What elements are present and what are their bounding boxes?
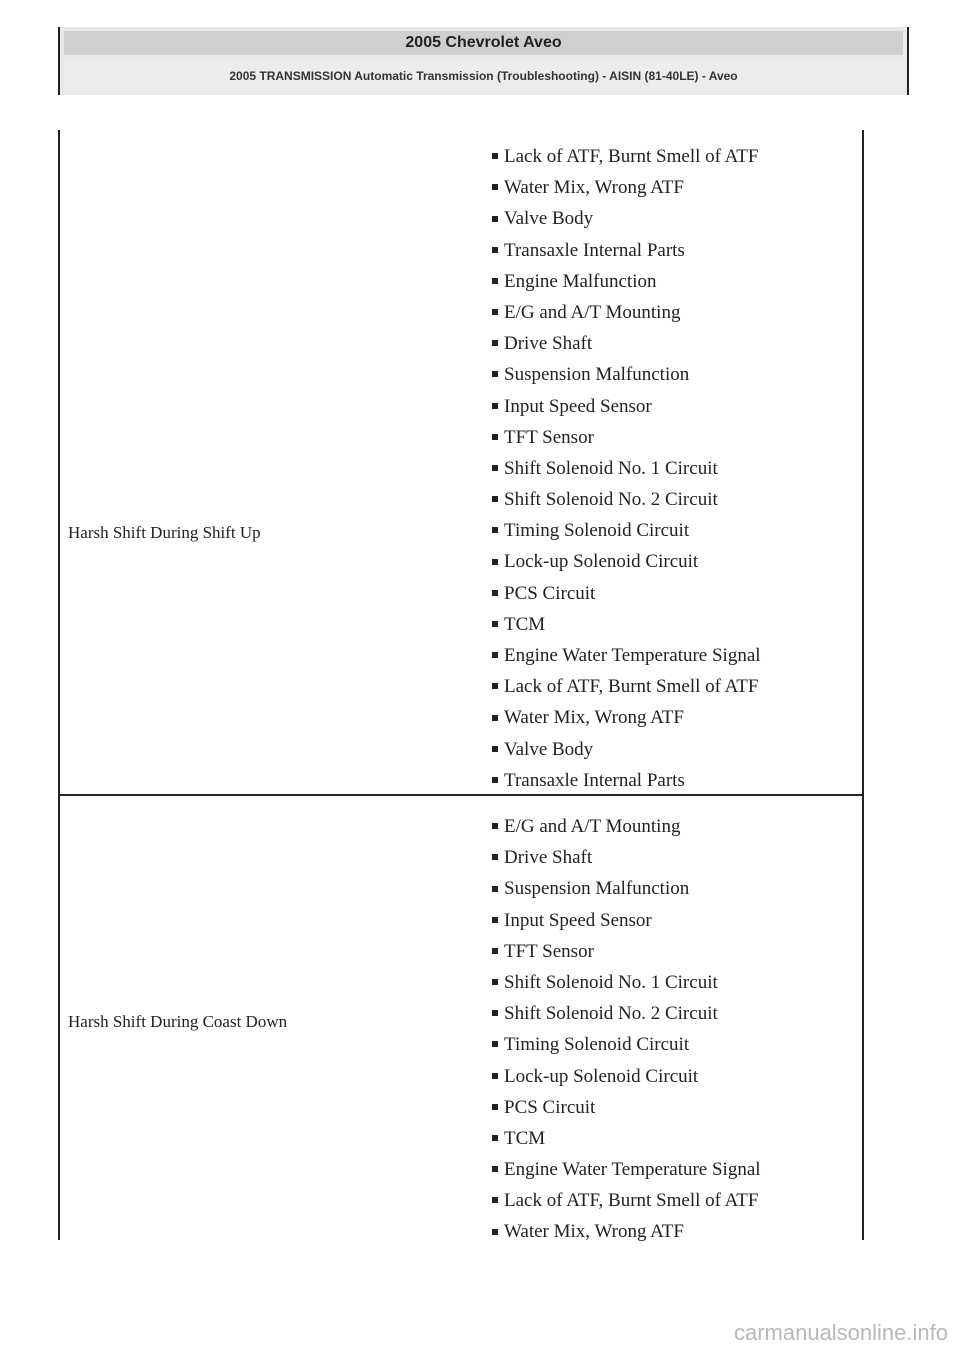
bullet-icon <box>492 496 498 502</box>
list-item <box>492 1190 761 1221</box>
bullet-icon <box>492 652 498 658</box>
bullet-icon <box>492 278 498 284</box>
list-item <box>492 1221 761 1252</box>
cause-text: Water Mix, Wrong ATF <box>504 177 684 199</box>
bullet-icon <box>492 559 498 565</box>
cause-text: Lack of ATF, Burnt Smell of ATF <box>504 146 759 167</box>
bullet-icon <box>492 1010 498 1016</box>
list-item <box>492 676 761 707</box>
cause-text: Valve Body <box>504 208 594 230</box>
list-item <box>492 1128 761 1159</box>
table-row <box>60 130 862 796</box>
list-item <box>492 583 761 614</box>
document-subtitle: 2005 TRANSMISSION Automatic Transmission (Troubleshooting) - AISIN (81-40LE) - Aveo <box>64 61 903 89</box>
bullet-icon <box>492 184 498 190</box>
cause-text: TCM <box>504 1127 546 1149</box>
list-item <box>492 739 761 770</box>
bullet-icon <box>492 823 498 829</box>
list-item <box>492 878 761 909</box>
cause-text: Suspension Malfunction <box>504 364 690 386</box>
list-item <box>492 1159 761 1190</box>
bullet-icon <box>492 465 498 471</box>
list-item <box>492 1097 761 1128</box>
bullet-icon <box>492 886 498 892</box>
bullet-icon <box>492 1229 498 1235</box>
cause-text: Water Mix, Wrong ATF <box>504 1221 684 1243</box>
bullet-icon <box>492 527 498 533</box>
cause-text: Input Speed Sensor <box>504 909 652 931</box>
bullet-icon <box>492 979 498 985</box>
bullet-icon <box>492 777 498 783</box>
bullet-icon <box>492 1041 498 1047</box>
bullet-icon <box>492 309 498 315</box>
cause-text: E/G and A/T Mounting <box>504 816 681 837</box>
table-row <box>60 796 862 1243</box>
bullet-icon <box>492 1197 498 1203</box>
watermark: carmanualsonline.info <box>733 1320 948 1345</box>
list-item <box>492 458 761 489</box>
list-item <box>492 240 761 271</box>
cause-text: Engine Malfunction <box>504 270 657 292</box>
symptom-cell: Harsh Shift During Coast Down <box>68 1012 288 1031</box>
cause-text: Input Speed Sensor <box>504 395 652 417</box>
cause-text: Lock-up Solenoid Circuit <box>504 1065 699 1087</box>
document-title: 2005 Chevrolet Aveo <box>64 31 903 55</box>
bullet-icon <box>492 948 498 954</box>
list-item <box>492 707 761 738</box>
bullet-icon <box>492 590 498 596</box>
list-item <box>492 972 761 1003</box>
cause-text: Shift Solenoid No. 2 Circuit <box>504 1003 718 1025</box>
list-item <box>492 208 761 239</box>
cause-text: Transaxle Internal Parts <box>504 239 685 261</box>
list-item <box>492 489 761 520</box>
bullet-icon <box>492 917 498 923</box>
cause-text: Engine Water Temperature Signal <box>504 1159 761 1181</box>
list-item <box>492 847 761 878</box>
list-item <box>492 551 761 582</box>
list-item <box>492 1066 761 1097</box>
bullet-icon <box>492 854 498 860</box>
bullet-icon <box>492 247 498 253</box>
cause-text: Water Mix, Wrong ATF <box>504 707 684 729</box>
list-item <box>492 396 761 427</box>
cause-text: Timing Solenoid Circuit <box>504 520 690 542</box>
cause-text: Shift Solenoid No. 1 Circuit <box>504 971 718 993</box>
cause-text: Valve Body <box>504 738 594 760</box>
bullet-icon <box>492 403 498 409</box>
bullet-icon <box>492 1166 498 1172</box>
bullet-icon <box>492 153 498 159</box>
cause-text: Lack of ATF, Burnt Smell of ATF <box>504 676 759 698</box>
troubleshooting-table <box>58 130 864 1243</box>
document-header <box>58 27 909 95</box>
list-item <box>492 177 761 208</box>
bullet-icon <box>492 683 498 689</box>
list-item <box>492 364 761 395</box>
list-item <box>492 146 761 177</box>
cause-text: Suspension Malfunction <box>504 878 690 900</box>
cause-text: Shift Solenoid No. 1 Circuit <box>504 457 718 479</box>
bullet-icon <box>492 371 498 377</box>
cause-text: Shift Solenoid No. 2 Circuit <box>504 489 718 511</box>
cause-text: PCS Circuit <box>504 582 596 604</box>
cause-text: Transaxle Internal Parts <box>504 769 685 791</box>
cause-text: Lock-up Solenoid Circuit <box>504 551 699 573</box>
list-item <box>492 427 761 458</box>
list-item <box>492 271 761 302</box>
list-item <box>492 333 761 364</box>
causes-list <box>492 816 761 1253</box>
list-item <box>492 1003 761 1034</box>
cause-text: Drive Shaft <box>504 333 593 355</box>
cause-text: PCS Circuit <box>504 1096 596 1118</box>
list-item <box>492 614 761 645</box>
list-item <box>492 520 761 551</box>
cause-text: Timing Solenoid Circuit <box>504 1034 690 1056</box>
bullet-icon <box>492 1073 498 1079</box>
bullet-icon <box>492 340 498 346</box>
bullet-icon <box>492 1135 498 1141</box>
list-item <box>492 1034 761 1065</box>
bullet-icon <box>492 621 498 627</box>
cause-text: TCM <box>504 613 546 635</box>
cause-text: Lack of ATF, Burnt Smell of ATF <box>504 1190 759 1212</box>
list-item <box>492 302 761 333</box>
cause-text: Drive Shaft <box>504 847 593 869</box>
bullet-icon <box>492 434 498 440</box>
causes-list <box>492 146 761 801</box>
bullet-icon <box>492 715 498 721</box>
list-item <box>492 816 761 847</box>
bullet-icon <box>492 216 498 222</box>
cause-text: TFT Sensor <box>504 940 594 962</box>
cause-text: Engine Water Temperature Signal <box>504 645 761 666</box>
list-item <box>492 941 761 972</box>
list-item <box>492 645 761 676</box>
bullet-icon <box>492 746 498 752</box>
cause-text: TFT Sensor <box>504 426 594 448</box>
cause-text: E/G and A/T Mounting <box>504 301 681 323</box>
list-item <box>492 910 761 941</box>
bullet-icon <box>492 1104 498 1110</box>
symptom-cell: Harsh Shift During Shift Up <box>68 523 261 542</box>
